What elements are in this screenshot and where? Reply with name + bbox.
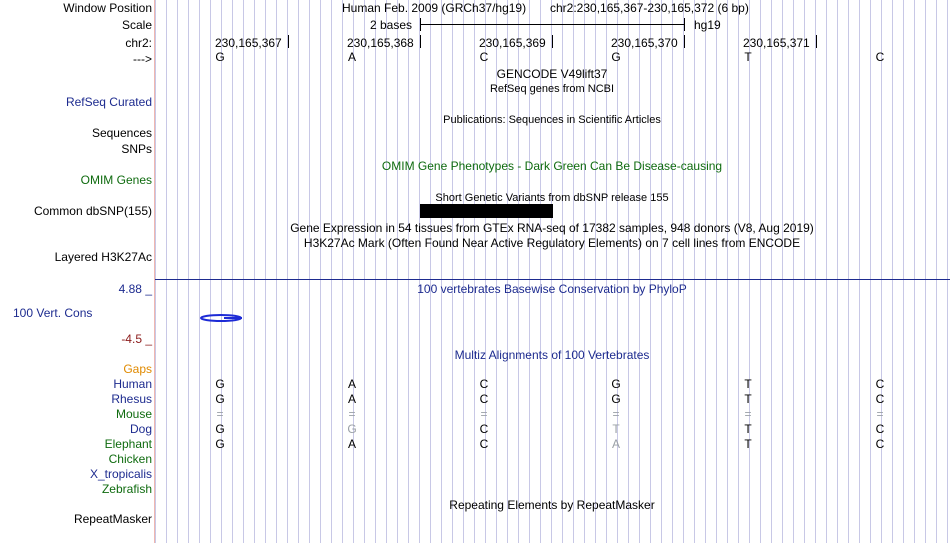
alignment-base: G: [215, 377, 225, 391]
reference-base: G: [215, 50, 225, 64]
scale-bar: [420, 24, 684, 25]
common-dbsnp-label[interactable]: Common dbSNP(155): [33, 204, 152, 218]
database-text: hg19: [694, 18, 721, 32]
snps-label[interactable]: SNPs: [121, 142, 152, 156]
dbsnp-track-title[interactable]: Short Genetic Variants from dbSNP release 155: [435, 192, 669, 204]
reference-base: G: [611, 50, 621, 64]
coordinate-label: 230,165,368: [347, 36, 414, 50]
reference-base: T: [744, 50, 752, 64]
species-label-mouse[interactable]: Mouse: [115, 407, 152, 421]
alignment-base: G: [347, 422, 357, 436]
omim-genes-label[interactable]: OMIM Genes: [80, 173, 152, 187]
alignment-base: C: [875, 392, 885, 406]
repeatmasker-track-title[interactable]: Repeating Elements by RepeatMasker: [449, 498, 655, 512]
coordinate-label: 230,165,370: [611, 36, 678, 50]
alignment-base: G: [611, 392, 621, 406]
alignment-base: =: [744, 407, 752, 421]
alignment-base: G: [215, 437, 225, 451]
omim-track-title[interactable]: OMIM Gene Phenotypes - Dark Green Can Be Disease-causing: [381, 159, 723, 173]
coordinate-tick: [420, 35, 421, 48]
species-label-x-tropicalis[interactable]: X_tropicalis: [89, 467, 152, 481]
assembly-text: Human Feb. 2009 (GRCh37/hg19): [342, 1, 527, 15]
publications-track-title[interactable]: Publications: Sequences in Scientific Articles: [443, 114, 661, 126]
coordinate-label: 230,165,369: [479, 36, 546, 50]
coordinate-tick: [288, 35, 289, 48]
alignment-base: T: [744, 422, 752, 436]
species-label-zebrafish[interactable]: Zebrafish: [101, 482, 152, 496]
phylop-track-title[interactable]: 100 vertebrates Basewise Conservation by PhyloP: [417, 282, 687, 296]
species-label-rhesus[interactable]: Rhesus: [111, 392, 152, 406]
strand-direction-label[interactable]: --->: [133, 52, 152, 66]
scale-bar-right-tick: [684, 18, 685, 31]
alignment-base: T: [744, 377, 752, 391]
repeatmasker-label[interactable]: RepeatMasker: [73, 512, 152, 526]
scale-bar-left-tick: [420, 18, 421, 31]
scale-text: 2 bases: [370, 18, 413, 32]
layered-h3k27ac-label[interactable]: Layered H3K27Ac: [54, 250, 152, 264]
alignment-base: T: [612, 422, 620, 436]
coordinate-label: 230,165,371: [743, 36, 810, 50]
position-text: chr2:230,165,367-230,165,372 (6 bp): [550, 1, 749, 15]
alignment-base: T: [744, 437, 752, 451]
reference-base: A: [347, 50, 356, 64]
alignment-base: G: [215, 422, 225, 436]
refseq-curated-label[interactable]: RefSeq Curated: [65, 95, 152, 109]
alignment-base: C: [875, 377, 885, 391]
multiz-track-title[interactable]: Multiz Alignments of 100 Vertebrates: [454, 348, 650, 362]
coordinate-tick: [816, 35, 817, 48]
alignment-base: =: [876, 407, 884, 421]
alignment-base: =: [612, 407, 620, 421]
reference-base: C: [875, 50, 885, 64]
gaps-label[interactable]: Gaps: [123, 362, 152, 376]
coordinate-tick: [552, 35, 553, 48]
species-label-dog[interactable]: Dog: [129, 422, 152, 436]
reference-base: C: [479, 50, 489, 64]
alignment-base: A: [347, 392, 356, 406]
alignment-base: C: [479, 422, 489, 436]
species-label-elephant[interactable]: Elephant: [104, 437, 152, 451]
alignment-base: A: [611, 437, 620, 451]
alignment-base: C: [479, 437, 489, 451]
alignment-base: C: [875, 437, 885, 451]
label-column-divider: [154, 0, 155, 543]
phylop-max-label: 4.88 _: [118, 282, 152, 296]
alignment-base: G: [611, 377, 621, 391]
refseq-track-title[interactable]: RefSeq genes from NCBI: [489, 83, 615, 95]
coordinate-label: 230,165,367: [215, 36, 282, 50]
alignment-base: G: [215, 392, 225, 406]
alignment-base: =: [348, 407, 356, 421]
scale-label: Scale: [121, 18, 152, 32]
alignment-base: C: [479, 377, 489, 391]
alignment-base: A: [347, 377, 356, 391]
alignment-base: =: [216, 407, 224, 421]
vert-cons-label[interactable]: 100 Vert. Cons: [13, 306, 93, 320]
species-label-human[interactable]: Human: [113, 377, 152, 391]
chromosome-label: chr2:: [125, 36, 152, 50]
track-separator: [155, 279, 950, 280]
h3k27ac-track-title[interactable]: H3K27Ac Mark (Often Found Near Active Regulatory Elements) on 7 cell lines from ENCODE: [303, 236, 801, 250]
gtex-track-title[interactable]: Gene Expression in 54 tissues from GTEx RNA-seq of 17382 samples, 948 donors (V8, Aug 2019): [290, 221, 814, 235]
alignment-base: C: [479, 392, 489, 406]
sequences-label[interactable]: Sequences: [91, 126, 152, 140]
phylop-min-label: -4.5 _: [121, 332, 152, 346]
alignment-base: T: [744, 392, 752, 406]
coordinate-tick: [684, 35, 685, 48]
alignment-base: =: [480, 407, 488, 421]
window-position-label: Window Position: [63, 1, 152, 15]
dbsnp-variant-block[interactable]: [420, 204, 553, 218]
gencode-track-title[interactable]: GENCODE V49lift37: [496, 67, 608, 81]
species-label-chicken[interactable]: Chicken: [108, 452, 152, 466]
conservation-graph: [198, 312, 246, 324]
alignment-base: C: [875, 422, 885, 436]
alignment-base: A: [347, 437, 356, 451]
